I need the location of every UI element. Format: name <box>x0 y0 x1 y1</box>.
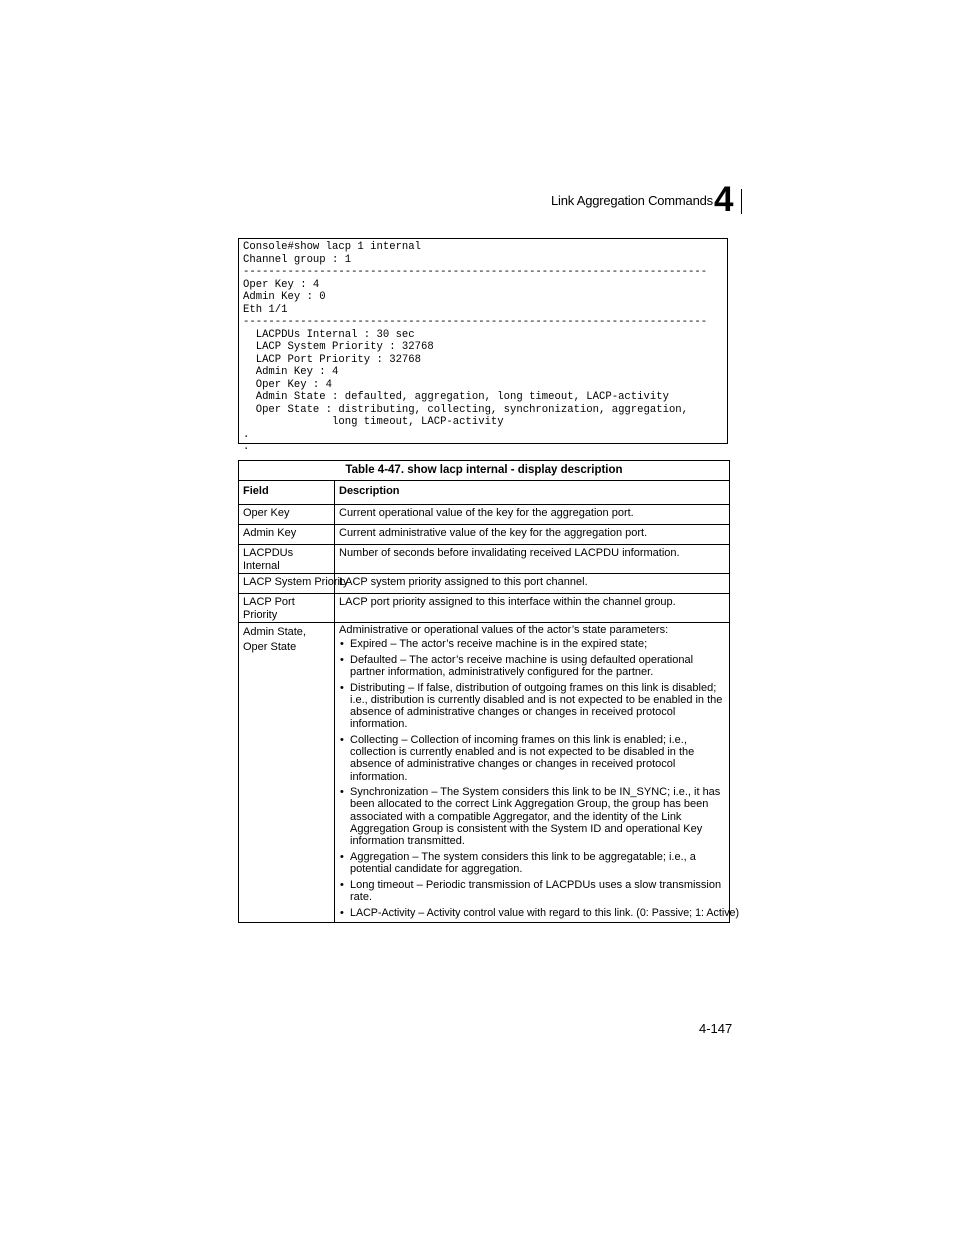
bullet-icon: • <box>340 733 344 746</box>
field-cell: LACP Port Priority <box>239 594 335 623</box>
field-cell: LACP System Priority <box>239 574 335 594</box>
code-line: . <box>243 441 250 453</box>
code-line: ------------------------------------------------------------------------- <box>243 266 708 278</box>
code-line: long timeout, LACP-activity <box>243 416 504 428</box>
code-line: Console#show lacp 1 internal <box>243 241 422 253</box>
list-item <box>339 654 728 678</box>
bullet-text: Collecting – Collection of incoming frames on this link is enabled; i.e., collection is currently enabled and is not expected to be disabled in the absence of administrative changes or changes in received protocol information. <box>350 733 695 783</box>
code-line: Admin State : defaulted, aggregation, long timeout, LACP-activity <box>243 391 669 403</box>
running-header <box>551 180 741 219</box>
page-number: 4-147 <box>699 1021 733 1036</box>
header-rule <box>741 189 742 214</box>
list-item <box>339 879 728 903</box>
code-line: Oper Key : 4 <box>243 378 333 391</box>
field-cell: Oper Key <box>239 505 335 525</box>
description-cell: LACP system priority assigned to this port channel. <box>335 574 730 594</box>
list-item <box>339 851 728 875</box>
bullet-text: Defaulted – The actor’s receive machine is using defaulted operational partner information, administratively configured for the partner. <box>350 653 694 678</box>
list-item <box>339 682 728 731</box>
state-intro: Administrative or operational values of the actor’s state parameters: <box>339 624 669 636</box>
code-line: ------------------------------------------------------------------------- <box>243 316 708 328</box>
code-example-box <box>238 238 728 453</box>
code-line: Oper State : distributing, collecting, synchronization, aggregation, <box>243 403 689 416</box>
list-item <box>339 786 728 847</box>
column-header-field: Field <box>239 481 335 505</box>
field-cell: LACPDUs Internal <box>239 545 335 574</box>
code-line: LACPDUs Internal : 30 sec <box>243 328 415 341</box>
description-cell <box>335 623 740 923</box>
bullet-text: Long timeout – Periodic transmission of LACPDUs uses a slow transmission rate. <box>350 878 722 903</box>
bullet-icon: • <box>340 638 344 650</box>
list-item <box>339 734 728 783</box>
column-header-description: Description <box>335 481 730 505</box>
bullet-text: LACP-Activity – Activity control value with regard to this link. (0: Passive; 1: Active) <box>350 906 740 919</box>
code-line: LACP System Priority : 32768 <box>243 341 434 353</box>
field-label-line: Admin State, <box>243 626 306 638</box>
bullet-text: Expired – The actor’s receive machine is in the expired state; <box>350 638 648 650</box>
bullet-icon: • <box>340 878 344 891</box>
description-cell: Number of seconds before invalidating received LACPDU information. <box>335 545 730 574</box>
code-line: Oper Key : 4 <box>243 278 320 291</box>
bullet-icon: • <box>340 850 344 863</box>
field-cell: Admin Key <box>239 525 335 545</box>
bullet-icon: • <box>340 906 344 919</box>
table-row <box>239 623 730 923</box>
section-title: Link Aggregation Commands <box>551 193 713 208</box>
description-cell: Current operational value of the key for the aggregation port. <box>335 505 730 525</box>
table-caption: Table 4-47. show lacp internal - display description <box>239 461 730 481</box>
bullet-text: Aggregation – The system considers this link to be aggregatable; i.e., a potential candidate for aggregation. <box>350 850 696 875</box>
state-bullet-list <box>339 638 740 919</box>
bullet-text: Synchronization – The System considers this link to be IN_SYNC; i.e., it has been allocated to the correct Link Aggregation Group, the group has been associated with a compatible Aggregator, and the identity of the Link Aggregation Group is consistent with the System ID and operational Key information transmitted. <box>350 786 721 848</box>
description-cell: LACP port priority assigned to this interface within the channel group. <box>335 594 730 623</box>
code-line: Eth 1/1 <box>243 303 288 316</box>
table-row <box>239 525 730 545</box>
code-line: Channel group : 1 <box>243 253 352 266</box>
description-table <box>238 460 740 923</box>
bullet-icon: • <box>340 681 344 694</box>
bullet-icon: • <box>340 653 344 666</box>
code-line: LACP Port Priority : 32768 <box>243 353 422 366</box>
code-example <box>239 239 727 454</box>
table-row <box>239 594 730 623</box>
bullet-text: Distributing – If false, distribution of outgoing frames on this link is disabled; i.e., distribution is currently disabled and is not expected to be enabled in the absence of administrative changes or changes in received protocol information. <box>350 681 723 731</box>
chapter-number: 4 <box>714 180 734 219</box>
field-cell <box>239 623 335 923</box>
list-item <box>339 638 728 650</box>
table-row <box>239 545 730 574</box>
table-row <box>239 505 730 525</box>
table-row <box>239 574 730 594</box>
description-cell: Current administrative value of the key for the aggregation port. <box>335 525 730 545</box>
code-line: Admin Key : 4 <box>243 366 339 378</box>
code-line: Admin Key : 0 <box>243 291 326 303</box>
list-item <box>339 906 740 919</box>
bullet-icon: • <box>340 786 344 799</box>
code-line: . <box>243 428 250 441</box>
field-label-line: Oper State <box>243 641 297 653</box>
